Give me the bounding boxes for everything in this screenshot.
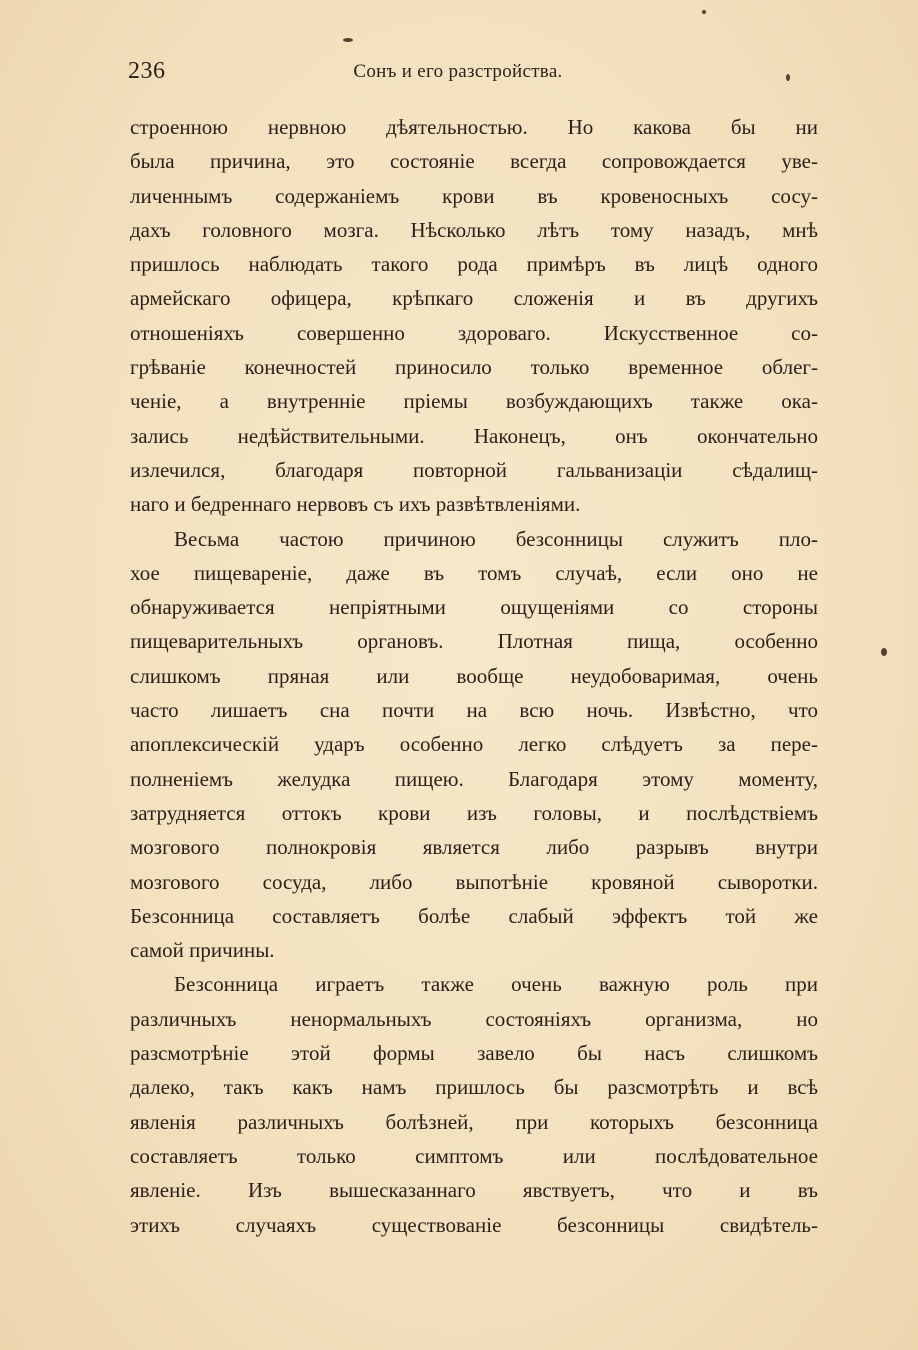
text-line: апоплексическій ударъ особенно легко слѣдуетъ за пере- [130,732,818,757]
text-line: различныхъ ненормальныхъ состояніяхъ организма, но [130,1006,818,1031]
text-line: хое пищевареніе, даже въ томъ случаѣ, если оно не [130,560,818,585]
ink-speck [786,74,790,81]
text-line: этихъ случаяхъ существованіе безсонницы свидѣтель- [130,1212,818,1237]
text-line: армейскаго офицера, крѣпкаго сложенія и въ другихъ [130,286,818,311]
text-line: была причина, это состояніе всегда сопровождается уве- [130,149,818,174]
text-line: ченіе, а внутренніе пріемы возбуждающихъ также ока- [130,389,818,414]
text-line: явленіе. Изъ вышесказаннаго явствуетъ, что и въ [130,1178,818,1203]
text-line: строенною нервною дѣятельностью. Но какова бы ни [130,115,818,139]
paragraph-end-line: наго и бедреннаго нервовъ съ ихъ развѣтвленіями. [130,492,581,517]
text-line: грѣваніе конечностей приносило только временное облег- [130,355,818,380]
text-line: мозгового сосуда, либо выпотѣніе кровяной сыворотки. [130,869,818,894]
text-line: пришлось наблюдать такого рода примѣръ въ лицѣ одного [130,252,818,277]
paragraph-first-line: Безсонница играетъ также очень важную роль при [174,972,818,997]
page-number: 236 [128,58,166,84]
ink-speck [702,10,706,14]
paragraph-first-line: Весьма частою причиною безсонницы служитъ пло- [174,526,818,551]
text-line: пищеварительныхъ органовъ. Плотная пища, особенно [130,629,818,654]
text-line: обнаруживается непріятными ощущеніями со стороны [130,595,818,620]
text-line: зались недѣйствительными. Наконецъ, онъ окончательно [130,423,818,448]
ink-speck [343,38,353,42]
text-line: мозгового полнокровія является либо разрывъ внутри [130,835,818,860]
text-line: составляетъ только симптомъ или послѣдовательное [130,1143,818,1168]
text-line: явленія различныхъ болѣзней, при которыхъ безсонница [130,1109,818,1134]
text-line: дахъ головного мозга. Нѣсколько лѣтъ тому назадъ, мнѣ [130,217,818,242]
page-header [128,58,788,90]
text-line: затрудняется оттокъ крови изъ головы, и послѣдствіемъ [130,800,818,825]
text-line: далеко, такъ какъ намъ пришлось бы разсмотрѣть и всѣ [130,1075,818,1100]
text-line: Безсонница составляетъ болѣе слабый эффектъ той же [130,903,818,928]
body-text [130,110,818,1242]
text-line: слишкомъ пряная или вообще неудобоваримая, очень [130,663,818,688]
text-line: личеннымъ содержаніемъ крови въ кровеносныхъ сосу- [130,183,818,208]
text-line: излечился, благодаря повторной гальванизаціи сѣдалищ- [130,457,818,482]
text-line: отношеніяхъ совершенно здороваго. Искусственное со- [130,320,818,345]
text-line: разсмотрѣніе этой формы завело бы насъ слишкомъ [130,1041,818,1066]
text-line: часто лишаетъ сна почти на всю ночь. Извѣстно, что [130,698,818,723]
ink-speck [881,648,887,656]
paragraph-end-line: самой причины. [130,938,275,963]
running-title: Сонъ и его разстройства. [353,61,563,82]
text-line: полненіемъ желудка пищею. Благодаря этому моменту, [130,766,818,791]
